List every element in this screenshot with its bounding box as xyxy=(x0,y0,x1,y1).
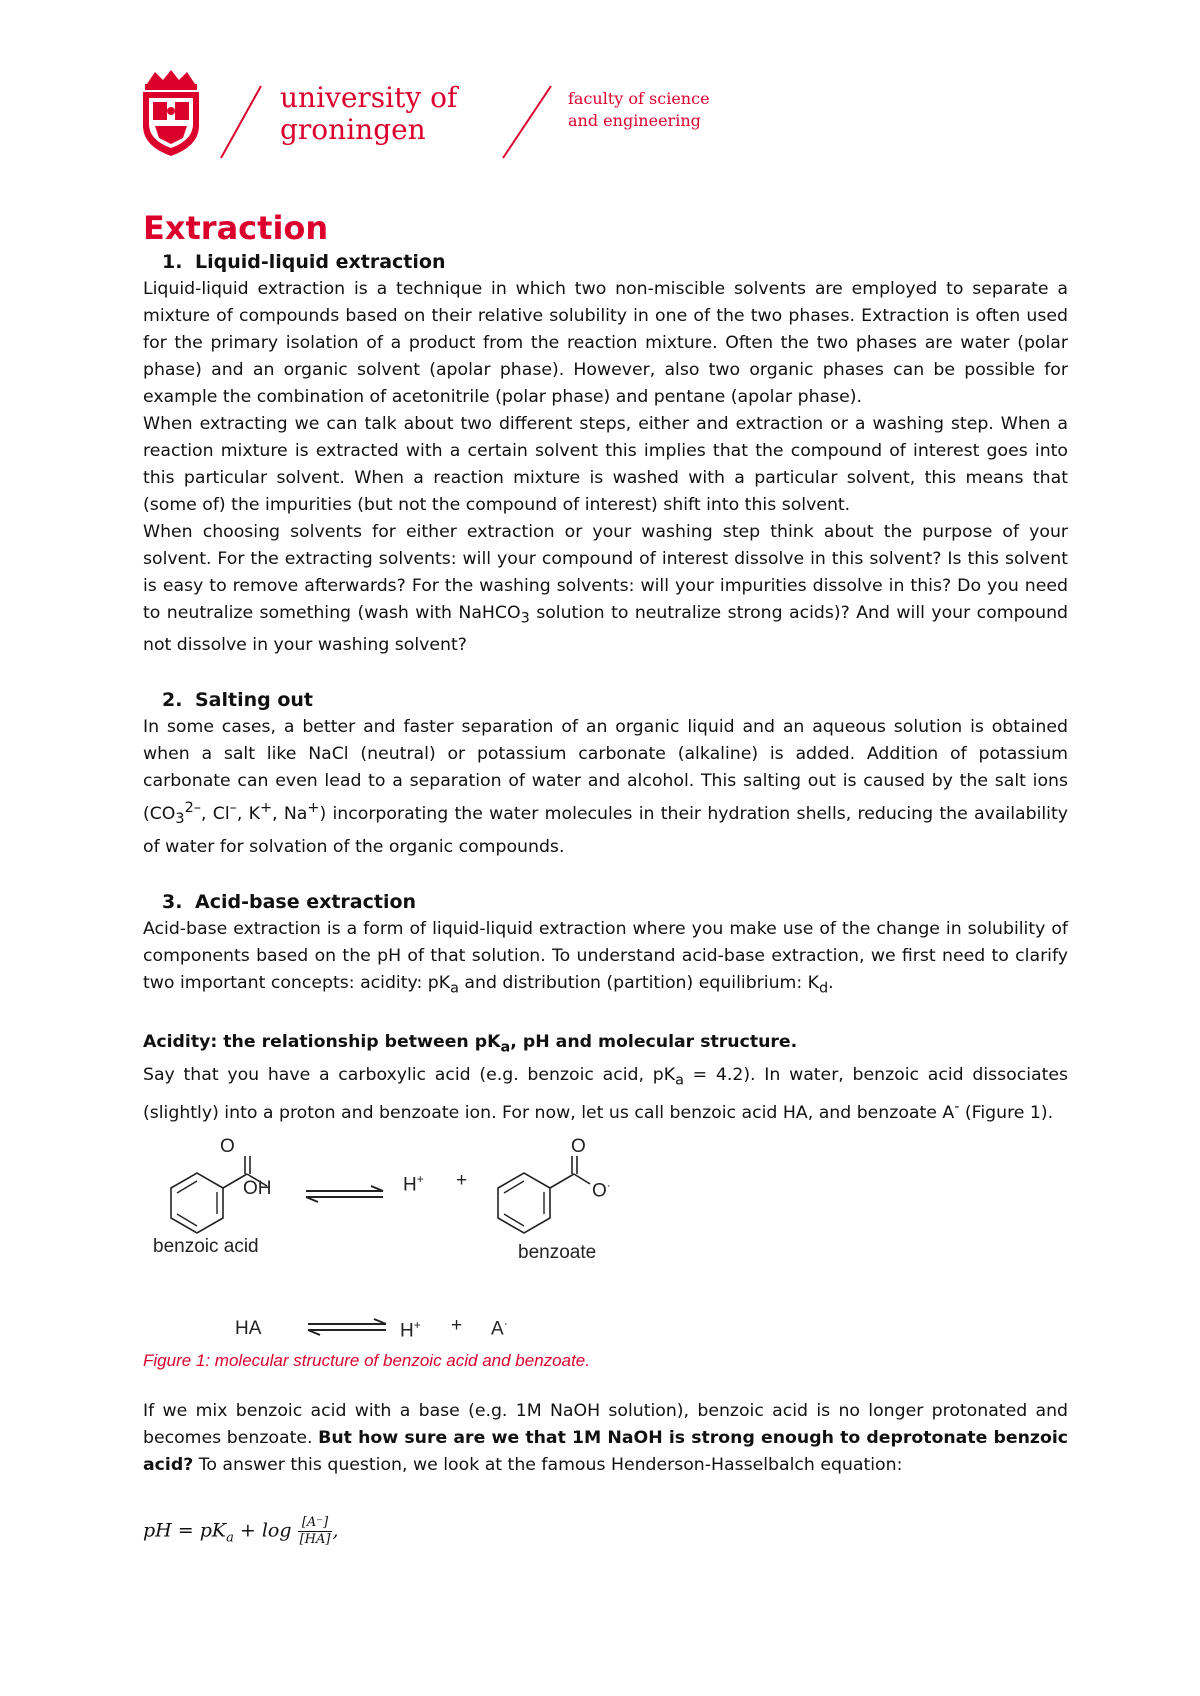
paragraph: If we mix benzoic acid with a base (e.g. 1M NaOH solution), benzoic acid is no longer protonated and becomes benzoate. But how sure are we that 1M NaOH is strong enough to deprotonate benzoic acid? To answer this question, we look at the famous Henderson-Hasselbalch equation: xyxy=(143,1401,1068,1475)
benzoic-acid-figure xyxy=(143,1136,763,1358)
figure-caption: Figure 1: molecular structure of benzoic acid and benzoate. xyxy=(143,1351,590,1370)
document-body xyxy=(143,208,1068,1127)
section-heading-salting-out xyxy=(143,686,1068,714)
paragraph: Acid-base extraction is a form of liquid-liquid extraction where you make use of the change in solubility of components based on the pH of that solution. To understand acid-base extraction, we first need to clarify two important concepts: acidity: $pK_a$ and distribution (partition) equilibrium: $K_d$. xyxy=(143,918,1068,997)
ha-label: HA xyxy=(235,1318,262,1339)
benzoate-label: benzoate xyxy=(518,1242,597,1263)
page-title: Extraction xyxy=(143,209,329,247)
section-heading-liquid-liquid xyxy=(143,248,1068,276)
proton-label-2: H+ xyxy=(400,1318,421,1342)
subheading-acidity: Acidity: the relationship between $pK_a$, pH and molecular structure. xyxy=(143,1032,798,1056)
university-name xyxy=(280,82,457,146)
university-crest-logo xyxy=(137,70,205,160)
oxide-label: O· xyxy=(592,1178,611,1202)
section-number: 3. xyxy=(162,890,183,913)
plus-sign: + xyxy=(456,1170,468,1191)
paragraph: In some cases, a better and faster separation of an organic liquid and an aqueous solution is obtained when a salt like NaCl (neutral) or potassium carbonate (alkaline) is added. Addition of potassium carbonate can even lead to a separation of water and alcohol. This salting out is caused by the salt ions ($CO_3^{2-}$, Cl–, K+, Na+) incorporating the water molecules in their hydration shells, reducing the availability of water for solvation of the organic compounds. xyxy=(143,717,1068,857)
paragraph: Say that you have a carboxylic acid (e.g. benzoic acid, $pK_a = 4.2$). In water, benzoic acid dissociates (slightly) into a proton and benzoate ion. For now, let us call benzoic acid HA, and benzoate A- (Figure 1). xyxy=(143,1064,1069,1123)
university-name-line1: university of xyxy=(280,81,458,114)
section-number: 1. xyxy=(162,251,183,273)
hydroxyl-label: OH xyxy=(243,1178,272,1199)
a-minus-label: A· xyxy=(491,1316,508,1340)
faculty-name-line1: faculty of science xyxy=(568,89,710,108)
section-title: Acid-base extraction xyxy=(195,890,417,913)
university-name-line2: groningen xyxy=(280,113,426,146)
henderson-hasselbalch-equation: pH = $pK_a + \log$ $\frac{[A^-]}{[HA]}$ , xyxy=(143,1515,339,1547)
oxygen-label: O xyxy=(220,1136,235,1157)
header-divider-slash-2 xyxy=(500,84,554,164)
section-title: Salting out xyxy=(195,689,314,712)
section-title: Liquid-liquid extraction xyxy=(195,251,446,273)
header-divider-slash-1 xyxy=(218,84,264,164)
proton-label: H+ xyxy=(403,1172,424,1196)
section-number: 2. xyxy=(162,689,183,712)
paragraph: When extracting we can talk about two different steps, either and extraction or a washing step. When a reaction mixture is extracted with a certain solvent this implies that the compound of interest goes into this particular solvent. When a reaction mixture is washed with a particular solvent, this means that (some of) the impurities (but not the compound of interest) shift into this solvent. xyxy=(143,414,1068,515)
faculty-name xyxy=(568,88,710,132)
plus-sign-2: + xyxy=(451,1315,463,1336)
paragraph: Liquid-liquid extraction is a technique in which two non-miscible solvents are employed to separate a mixture of compounds based on their relative solubility in one of the two phases. Extraction is often used for the primary isolation of a product from the reaction mixture. Often the two phases are water (polar phase) and an organic solvent (apolar phase). However, also two organic phases can be possible for example the combination of acetonitrile (polar phase) and pentane (apolar phase). xyxy=(143,279,1068,407)
section-heading-acid-base xyxy=(143,888,1068,916)
benzoic-acid-label: benzoic acid xyxy=(153,1236,259,1257)
faculty-name-line2: and engineering xyxy=(568,111,701,130)
post-figure-section xyxy=(143,1398,1068,1479)
oxygen-label: O xyxy=(571,1136,586,1157)
paragraph: When choosing solvents for either extraction or your washing step think about the purpose of your solvent. For the extracting solvents: will your compound of interest dissolve in this solvent? Is this solvent is easy to remove afterwards? For the washing solvents: will your impurities dissolve in this? Do you need to neutralize something (wash with NaHCO$_3$ solution to neutralize strong acids)? And will your compound not dissolve in your washing solvent? xyxy=(143,522,1069,656)
